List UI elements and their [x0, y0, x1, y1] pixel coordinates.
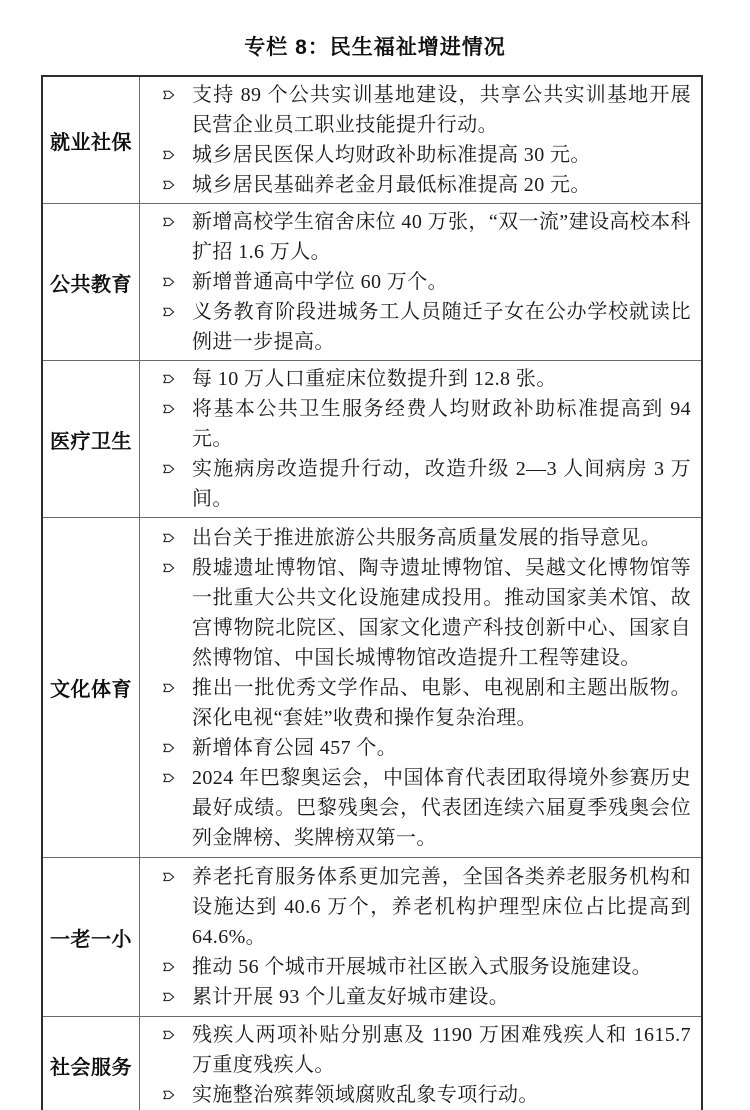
hollow-right-arrow-icon — [162, 402, 175, 416]
hollow-right-arrow-icon — [162, 305, 175, 319]
list-item — [162, 140, 691, 170]
list-item-text: 新增体育公园 457 个。 — [192, 736, 398, 759]
welfare-table — [41, 75, 703, 1110]
list-item — [162, 733, 691, 763]
section-content — [140, 518, 701, 857]
hollow-right-arrow-icon — [162, 88, 175, 102]
list-item-text: 每 10 万人口重症床位数提升到 12.8 张。 — [192, 368, 557, 390]
hollow-right-arrow-icon — [162, 960, 175, 974]
table-row — [43, 1016, 701, 1110]
list-item — [162, 1020, 691, 1080]
table-row — [43, 77, 701, 203]
list-item-text: 实施病房改造提升行动，改造升级 2—3 人间病房 3 万间。 — [192, 458, 691, 510]
list-item — [162, 207, 691, 267]
list-item — [162, 982, 691, 1012]
section-label: 医疗卫生 — [43, 361, 140, 517]
list-item-text: 实施整治殡葬领域腐败乱象专项行动。 — [192, 1084, 539, 1106]
section-content — [140, 204, 701, 360]
list-item-text: 累计开展 93 个儿童友好城市建设。 — [192, 986, 510, 1008]
hollow-right-arrow-icon — [162, 462, 175, 476]
list-item — [162, 80, 691, 140]
section-content — [140, 361, 701, 517]
hollow-right-arrow-icon — [162, 372, 175, 386]
list-item — [162, 763, 691, 853]
list-item-text: 新增高校学生宿舍床位 40 万张，“双一流”建设高校本科扩招 1.6 万人。 — [192, 211, 691, 263]
section-label: 社会服务 — [43, 1017, 140, 1110]
list-item — [162, 454, 691, 514]
page-title: 专栏 8：民生福祉增进情况 — [244, 36, 506, 59]
section-label: 文化体育 — [43, 518, 140, 857]
hollow-right-arrow-icon — [162, 215, 175, 229]
list-item-text: 残疾人两项补贴分别惠及 1190 万困难残疾人和 1615.7 万重度残疾人。 — [192, 1024, 691, 1076]
list-item — [162, 1080, 691, 1110]
section-content — [140, 1017, 701, 1110]
list-item — [162, 673, 691, 733]
section-label: 公共教育 — [43, 204, 140, 360]
table-row — [43, 203, 701, 360]
list-item — [162, 297, 691, 357]
table-row — [43, 857, 701, 1016]
list-item — [162, 862, 691, 952]
list-item-text: 城乡居民医保人均财政补助标准提高 30 元。 — [192, 144, 591, 166]
section-content — [140, 858, 701, 1016]
table-row — [43, 517, 701, 857]
hollow-right-arrow-icon — [162, 178, 175, 192]
section-content — [140, 77, 701, 203]
list-item — [162, 952, 691, 982]
table-row — [43, 360, 701, 517]
hollow-right-arrow-icon — [162, 561, 175, 575]
list-item — [162, 394, 691, 454]
hollow-right-arrow-icon — [162, 741, 175, 755]
section-label: 就业社保 — [43, 77, 140, 203]
list-item-text: 将基本公共卫生服务经费人均财政补助标准提高到 94 元。 — [192, 398, 691, 450]
list-item-text: 2024 年巴黎奥运会，中国体育代表团取得境外参赛历史最好成绩。巴黎残奥会，代表团连续六届夏季残奥会位列金牌榜、奖牌榜双第一。 — [192, 766, 691, 849]
list-item — [162, 523, 691, 553]
hollow-right-arrow-icon — [162, 531, 175, 545]
hollow-right-arrow-icon — [162, 1088, 175, 1102]
list-item — [162, 553, 691, 673]
list-item-text: 殷墟遗址博物馆、陶寺遗址博物馆、吴越文化博物馆等一批重大公共文化设施建成投用。推动国家美术馆、故宫博物院北院区、国家文化遗产科技创新中心、国家自然博物馆、中国长城博物馆改造提升工程等建设。 — [192, 556, 691, 669]
list-item-text: 养老托育服务体系更加完善，全国各类养老服务机构和设施达到 40.6 万个，养老机构护理型床位占比提高到 64.6%。 — [192, 866, 691, 948]
list-item-text: 推动 56 个城市开展城市社区嵌入式服务设施建设。 — [192, 956, 652, 978]
list-item-text: 义务教育阶段进城务工人员随迁子女在公办学校就读比例进一步提高。 — [192, 301, 691, 353]
list-item — [162, 267, 691, 297]
list-item — [162, 170, 691, 200]
list-item-text: 新增普通高中学位 60 万个。 — [192, 271, 448, 293]
section-label: 一老一小 — [43, 858, 140, 1016]
hollow-right-arrow-icon — [162, 771, 175, 785]
hollow-right-arrow-icon — [162, 681, 175, 695]
list-item-text: 支持 89 个公共实训基地建设，共享公共实训基地开展民营企业员工职业技能提升行动。 — [192, 84, 691, 136]
list-item-text: 推出一批优秀文学作品、电影、电视剧和主题出版物。深化电视“套娃”收费和操作复杂治理。 — [192, 676, 691, 729]
hollow-right-arrow-icon — [162, 275, 175, 289]
list-item-text: 城乡居民基础养老金月最低标准提高 20 元。 — [192, 174, 591, 196]
hollow-right-arrow-icon — [162, 148, 175, 162]
hollow-right-arrow-icon — [162, 990, 175, 1004]
hollow-right-arrow-icon — [162, 870, 175, 884]
hollow-right-arrow-icon — [162, 1028, 175, 1042]
list-item — [162, 364, 691, 394]
list-item-text: 出台关于推进旅游公共服务高质量发展的指导意见。 — [192, 526, 662, 549]
